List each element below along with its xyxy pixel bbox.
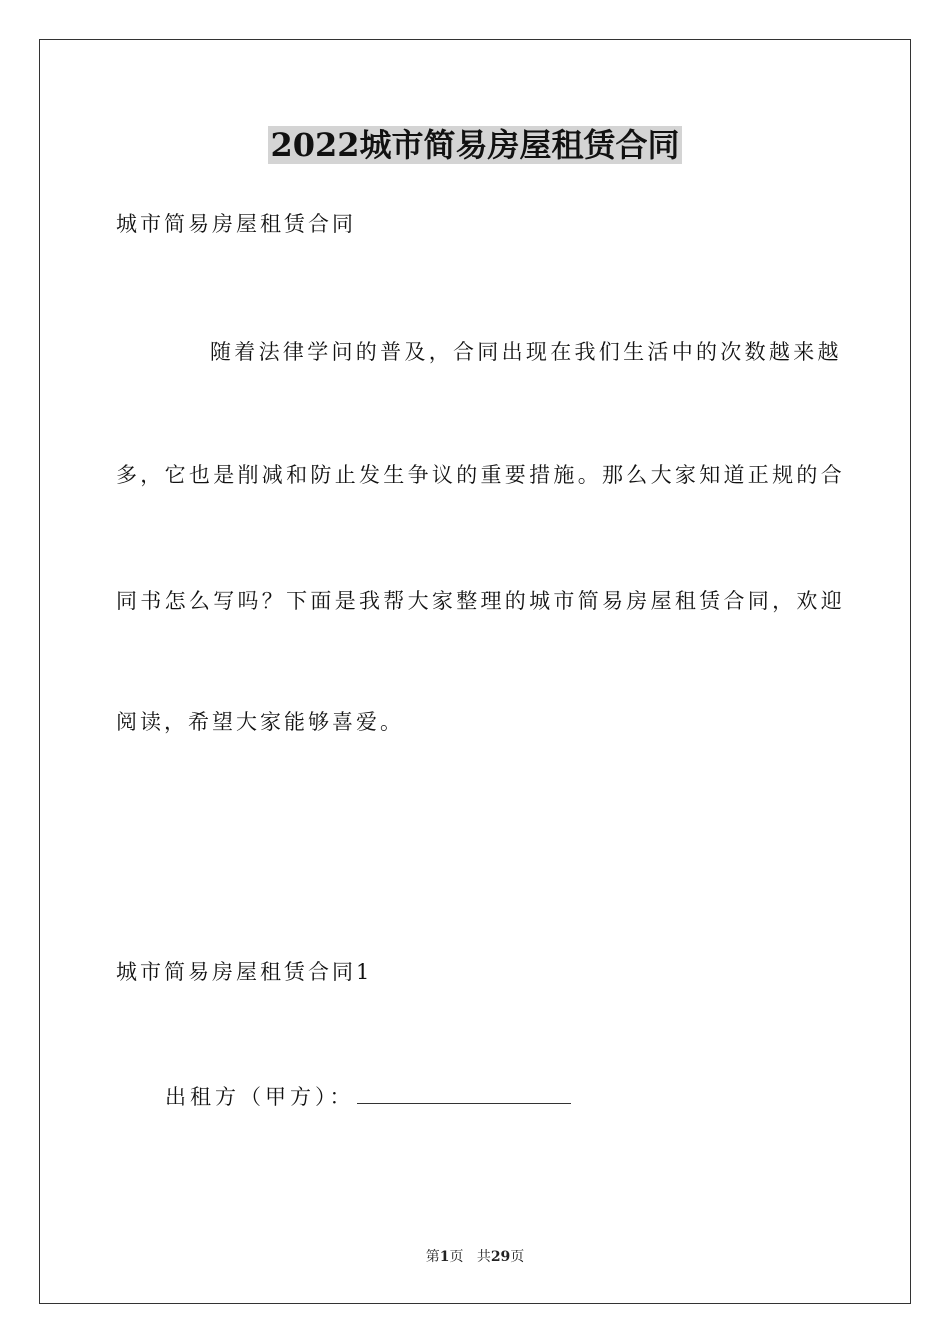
footer-page-prefix: 第 [425,1249,440,1265]
intro-line-2: 多，它也是削减和防止发生争议的重要措施。那么大家知道正规的合 [116,463,845,487]
section-heading: 城市简易房屋租赁合同1 [116,960,373,984]
landlord-label: 出租方（甲方）： [165,1085,355,1109]
intro-line-4: 阅读，希望大家能够喜爱。 [116,710,404,734]
intro-line-3: 同书怎么写吗？下面是我帮大家整理的城市简易房屋租赁合同，欢迎 [116,589,845,613]
landlord-line [165,1083,571,1111]
page-footer [0,1247,950,1267]
landlord-blank-field [357,1083,571,1104]
footer-page-number: 1 [439,1249,450,1265]
intro-line-1: 随着法律学问的普及，合同出现在我们生活中的次数越来越 [210,340,842,364]
footer-total-suffix: 页 [510,1249,525,1265]
document-title-text: 2022城市简易房屋租赁合同 [270,126,680,164]
footer-total-pages: 29 [490,1249,511,1265]
footer-page-suffix: 页 [449,1249,464,1265]
document-title [0,123,950,167]
footer-total-prefix: 共 [476,1249,491,1265]
document-subtitle: 城市简易房屋租赁合同 [116,212,356,236]
